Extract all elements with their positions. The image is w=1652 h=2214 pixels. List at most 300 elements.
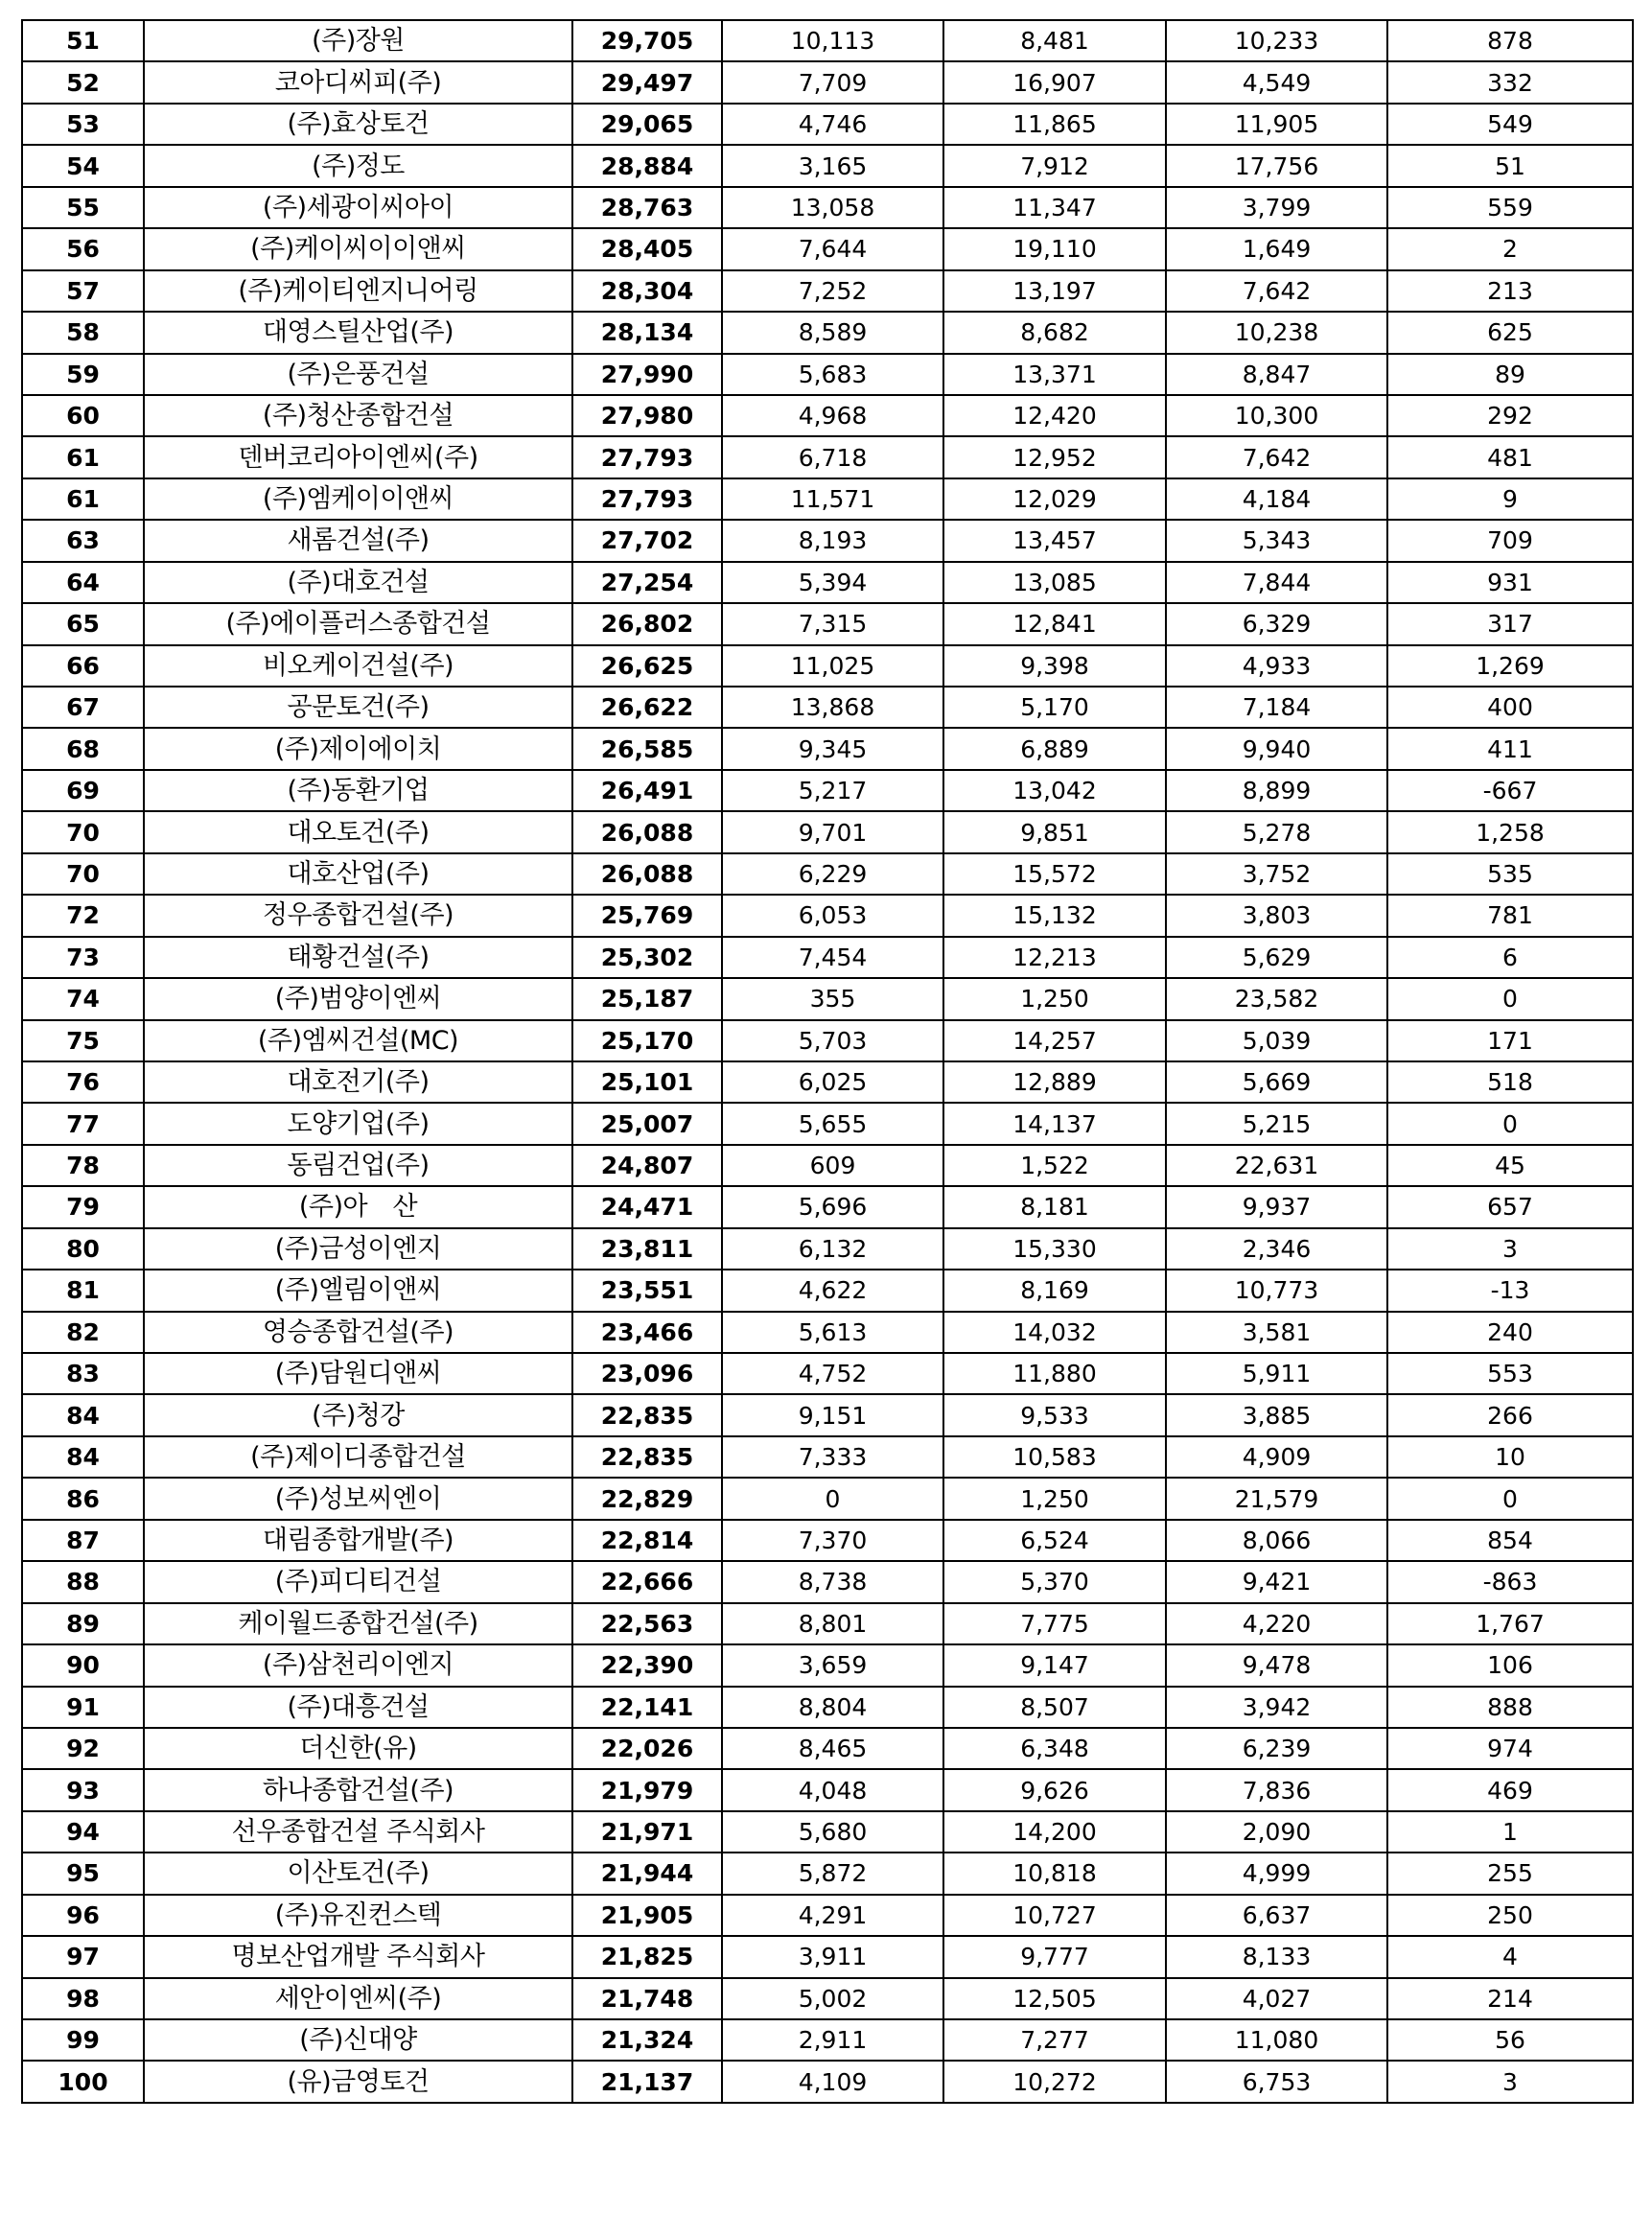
value-d-cell: 1 [1387,1811,1633,1853]
company-name-cell: (주)삼천리이엔지 [144,1644,572,1686]
value-a-cell: 7,315 [722,603,943,644]
rank-cell: 74 [22,978,144,1019]
value-c-cell: 4,220 [1166,1603,1387,1644]
value-b-cell: 12,029 [943,478,1166,520]
rank-cell: 82 [22,1312,144,1353]
value-d-cell: 1,269 [1387,645,1633,687]
total-cell: 21,748 [572,1978,722,2019]
value-a-cell: 11,025 [722,645,943,687]
company-name-cell: (주)담원디앤씨 [144,1353,572,1394]
company-name-cell: (주)대흥건설 [144,1687,572,1728]
company-name-cell: (주)에이플러스종합건설 [144,603,572,644]
value-b-cell: 9,777 [943,1936,1166,1977]
total-cell: 26,088 [572,853,722,895]
company-name-cell: (주)아 산 [144,1186,572,1227]
company-name-cell: 공문토건(주) [144,687,572,728]
table-row [22,1353,1633,1394]
rank-cell: 95 [22,1853,144,1894]
value-c-cell: 4,549 [1166,61,1387,103]
value-d-cell: 292 [1387,395,1633,436]
value-a-cell: 7,709 [722,61,943,103]
table-row [22,687,1633,728]
value-b-cell: 8,169 [943,1270,1166,1311]
rank-cell: 76 [22,1061,144,1103]
value-d-cell: 657 [1387,1186,1633,1227]
value-b-cell: 14,257 [943,1020,1166,1061]
value-a-cell: 5,217 [722,770,943,811]
total-cell: 21,971 [572,1811,722,1853]
value-c-cell: 5,039 [1166,1020,1387,1061]
table-row [22,1061,1633,1103]
value-d-cell: 9 [1387,478,1633,520]
value-c-cell: 3,581 [1166,1312,1387,1353]
rank-cell: 53 [22,104,144,145]
company-name-cell: (주)신대양 [144,2019,572,2061]
value-b-cell: 10,818 [943,1853,1166,1894]
value-b-cell: 19,110 [943,228,1166,269]
value-a-cell: 5,696 [722,1186,943,1227]
rank-cell: 66 [22,645,144,687]
value-a-cell: 4,752 [722,1353,943,1394]
value-a-cell: 13,058 [722,187,943,228]
rank-cell: 78 [22,1145,144,1186]
value-b-cell: 15,132 [943,895,1166,936]
table-row [22,1186,1633,1227]
value-c-cell: 3,885 [1166,1394,1387,1435]
table-row [22,104,1633,145]
total-cell: 27,793 [572,436,722,478]
rank-cell: 87 [22,1520,144,1561]
value-b-cell: 9,398 [943,645,1166,687]
value-c-cell: 8,899 [1166,770,1387,811]
total-cell: 23,551 [572,1270,722,1311]
table-row [22,562,1633,603]
value-d-cell: 45 [1387,1145,1633,1186]
rank-cell: 58 [22,312,144,353]
table-row [22,1103,1633,1144]
total-cell: 22,390 [572,1644,722,1686]
company-name-cell: 명보산업개발 주식회사 [144,1936,572,1977]
company-name-cell: 더신한(유) [144,1728,572,1769]
company-name-cell: (주)케이씨이이앤씨 [144,228,572,269]
value-c-cell: 7,844 [1166,562,1387,603]
company-name-cell: (주)성보씨엔이 [144,1478,572,1519]
value-d-cell: 3 [1387,2061,1633,2102]
rank-cell: 73 [22,937,144,978]
rank-cell: 68 [22,728,144,769]
value-c-cell: 22,631 [1166,1145,1387,1186]
value-b-cell: 13,457 [943,520,1166,561]
value-d-cell: 553 [1387,1353,1633,1394]
company-name-cell: (주)제이에이치 [144,728,572,769]
total-cell: 25,769 [572,895,722,936]
value-c-cell: 1,649 [1166,228,1387,269]
company-name-cell: 영승종합건설(주) [144,1312,572,1353]
value-d-cell: -863 [1387,1561,1633,1602]
table-row [22,1895,1633,1936]
value-b-cell: 6,348 [943,1728,1166,1769]
total-cell: 25,187 [572,978,722,1019]
rank-cell: 80 [22,1228,144,1270]
table-row [22,2019,1633,2061]
total-cell: 22,666 [572,1561,722,1602]
company-name-cell: 대호전기(주) [144,1061,572,1103]
rank-cell: 72 [22,895,144,936]
value-b-cell: 14,137 [943,1103,1166,1144]
value-b-cell: 9,533 [943,1394,1166,1435]
value-c-cell: 9,421 [1166,1561,1387,1602]
value-d-cell: 854 [1387,1520,1633,1561]
value-c-cell: 5,215 [1166,1103,1387,1144]
rank-cell: 86 [22,1478,144,1519]
rank-cell: 96 [22,1895,144,1936]
value-d-cell: 171 [1387,1020,1633,1061]
table-row [22,1603,1633,1644]
value-c-cell: 8,133 [1166,1936,1387,1977]
value-c-cell: 10,773 [1166,1270,1387,1311]
table-row [22,187,1633,228]
company-name-cell: 선우종합건설 주식회사 [144,1811,572,1853]
value-c-cell: 7,642 [1166,270,1387,312]
table-row [22,1811,1633,1853]
company-name-cell: (주)금성이엔지 [144,1228,572,1270]
rank-cell: 92 [22,1728,144,1769]
value-a-cell: 7,370 [722,1520,943,1561]
value-d-cell: 255 [1387,1853,1633,1894]
rank-cell: 69 [22,770,144,811]
total-cell: 21,944 [572,1853,722,1894]
value-c-cell: 10,233 [1166,20,1387,61]
company-name-cell: (주)은풍건설 [144,354,572,395]
table-row [22,1394,1633,1435]
total-cell: 27,793 [572,478,722,520]
total-cell: 21,825 [572,1936,722,1977]
total-cell: 26,622 [572,687,722,728]
value-b-cell: 1,250 [943,1478,1166,1519]
rank-cell: 79 [22,1186,144,1227]
value-a-cell: 5,002 [722,1978,943,2019]
value-d-cell: 481 [1387,436,1633,478]
value-a-cell: 11,571 [722,478,943,520]
value-a-cell: 5,703 [722,1020,943,1061]
total-cell: 22,141 [572,1687,722,1728]
table-row [22,395,1633,436]
rank-cell: 90 [22,1644,144,1686]
total-cell: 21,979 [572,1769,722,1810]
total-cell: 27,702 [572,520,722,561]
value-d-cell: 469 [1387,1769,1633,1810]
table-row [22,1978,1633,2019]
value-b-cell: 10,272 [943,2061,1166,2102]
value-d-cell: 317 [1387,603,1633,644]
rank-cell: 60 [22,395,144,436]
value-a-cell: 7,644 [722,228,943,269]
value-a-cell: 8,801 [722,1603,943,1644]
table-row [22,1228,1633,1270]
total-cell: 26,585 [572,728,722,769]
company-name-cell: (주)피디티건설 [144,1561,572,1602]
value-a-cell: 0 [722,1478,943,1519]
company-name-cell: (주)제이디종합건설 [144,1436,572,1478]
total-cell: 25,170 [572,1020,722,1061]
value-b-cell: 13,371 [943,354,1166,395]
value-b-cell: 12,841 [943,603,1166,644]
value-d-cell: 931 [1387,562,1633,603]
table-row [22,61,1633,103]
value-a-cell: 7,252 [722,270,943,312]
company-name-cell: 새롬건설(주) [144,520,572,561]
value-a-cell: 2,911 [722,2019,943,2061]
value-c-cell: 5,629 [1166,937,1387,978]
value-c-cell: 3,803 [1166,895,1387,936]
rank-cell: 67 [22,687,144,728]
total-cell: 28,304 [572,270,722,312]
rank-cell: 81 [22,1270,144,1311]
value-b-cell: 9,851 [943,811,1166,852]
rank-cell: 65 [22,603,144,644]
value-d-cell: 332 [1387,61,1633,103]
total-cell: 27,990 [572,354,722,395]
value-b-cell: 11,880 [943,1353,1166,1394]
value-a-cell: 8,465 [722,1728,943,1769]
value-b-cell: 6,889 [943,728,1166,769]
table-row [22,1520,1633,1561]
table-row [22,937,1633,978]
value-d-cell: 878 [1387,20,1633,61]
value-d-cell: 2 [1387,228,1633,269]
company-name-cell: 케이월드종합건설(주) [144,1603,572,1644]
table-row [22,895,1633,936]
table-row [22,145,1633,186]
table-row [22,436,1633,478]
value-c-cell: 2,346 [1166,1228,1387,1270]
total-cell: 28,763 [572,187,722,228]
company-name-cell: 동림건업(주) [144,1145,572,1186]
total-cell: 27,254 [572,562,722,603]
rank-cell: 52 [22,61,144,103]
value-a-cell: 5,872 [722,1853,943,1894]
value-a-cell: 355 [722,978,943,1019]
value-d-cell: 250 [1387,1895,1633,1936]
total-cell: 26,088 [572,811,722,852]
value-d-cell: 213 [1387,270,1633,312]
table-row [22,978,1633,1019]
table-row [22,811,1633,852]
value-d-cell: 51 [1387,145,1633,186]
value-c-cell: 6,239 [1166,1728,1387,1769]
table-row [22,270,1633,312]
value-d-cell: 518 [1387,1061,1633,1103]
value-b-cell: 8,682 [943,312,1166,353]
value-b-cell: 16,907 [943,61,1166,103]
company-name-cell: (주)유진컨스텍 [144,1895,572,1936]
total-cell: 21,905 [572,1895,722,1936]
total-cell: 26,491 [572,770,722,811]
total-cell: 22,814 [572,1520,722,1561]
company-name-cell: 정우종합건설(주) [144,895,572,936]
value-a-cell: 7,454 [722,937,943,978]
table-row [22,728,1633,769]
total-cell: 24,807 [572,1145,722,1186]
value-a-cell: 5,613 [722,1312,943,1353]
value-a-cell: 10,113 [722,20,943,61]
value-b-cell: 12,505 [943,1978,1166,2019]
company-name-cell: (주)효상토건 [144,104,572,145]
total-cell: 29,705 [572,20,722,61]
value-a-cell: 3,911 [722,1936,943,1977]
value-d-cell: 266 [1387,1394,1633,1435]
value-c-cell: 8,066 [1166,1520,1387,1561]
total-cell: 25,007 [572,1103,722,1144]
rank-cell: 99 [22,2019,144,2061]
value-b-cell: 1,522 [943,1145,1166,1186]
value-a-cell: 5,394 [722,562,943,603]
value-a-cell: 6,229 [722,853,943,895]
value-c-cell: 6,753 [1166,2061,1387,2102]
value-d-cell: 709 [1387,520,1633,561]
value-d-cell: -667 [1387,770,1633,811]
value-b-cell: 15,572 [943,853,1166,895]
value-c-cell: 4,909 [1166,1436,1387,1478]
value-a-cell: 3,659 [722,1644,943,1686]
value-b-cell: 10,583 [943,1436,1166,1478]
value-b-cell: 7,912 [943,145,1166,186]
value-d-cell: 10 [1387,1436,1633,1478]
value-d-cell: 0 [1387,1478,1633,1519]
value-a-cell: 8,193 [722,520,943,561]
value-c-cell: 9,478 [1166,1644,1387,1686]
total-cell: 28,134 [572,312,722,353]
total-cell: 29,065 [572,104,722,145]
value-b-cell: 13,042 [943,770,1166,811]
value-a-cell: 3,165 [722,145,943,186]
company-name-cell: (주)세광이씨아이 [144,187,572,228]
value-d-cell: 4 [1387,1936,1633,1977]
total-cell: 22,835 [572,1394,722,1435]
value-d-cell: 888 [1387,1687,1633,1728]
company-name-cell: 대림종합개발(주) [144,1520,572,1561]
company-name-cell: 태황건설(주) [144,937,572,978]
rank-cell: 93 [22,1769,144,1810]
rank-cell: 61 [22,436,144,478]
value-a-cell: 4,109 [722,2061,943,2102]
total-cell: 28,405 [572,228,722,269]
total-cell: 25,101 [572,1061,722,1103]
rank-cell: 75 [22,1020,144,1061]
value-a-cell: 4,968 [722,395,943,436]
value-c-cell: 2,090 [1166,1811,1387,1853]
table-row [22,228,1633,269]
company-name-cell: 대호산업(주) [144,853,572,895]
value-d-cell: 214 [1387,1978,1633,2019]
rank-cell: 84 [22,1436,144,1478]
table-row [22,1936,1633,1977]
table-row [22,1728,1633,1769]
rank-cell: 70 [22,811,144,852]
value-b-cell: 1,250 [943,978,1166,1019]
total-cell: 22,026 [572,1728,722,1769]
value-c-cell: 6,329 [1166,603,1387,644]
rank-cell: 56 [22,228,144,269]
value-b-cell: 14,200 [943,1811,1166,1853]
value-c-cell: 8,847 [1166,354,1387,395]
value-d-cell: 400 [1387,687,1633,728]
rank-cell: 97 [22,1936,144,1977]
table-row [22,770,1633,811]
company-name-cell: 코아디씨피(주) [144,61,572,103]
company-name-cell: (주)엘림이앤씨 [144,1270,572,1311]
value-b-cell: 7,775 [943,1603,1166,1644]
company-name-cell: (주)청강 [144,1394,572,1435]
value-b-cell: 9,626 [943,1769,1166,1810]
value-b-cell: 8,481 [943,20,1166,61]
table-row [22,1020,1633,1061]
total-cell: 28,884 [572,145,722,186]
company-name-cell: (주)정도 [144,145,572,186]
value-b-cell: 10,727 [943,1895,1166,1936]
value-c-cell: 7,184 [1166,687,1387,728]
table-row [22,478,1633,520]
company-name-cell: (주)범양이엔씨 [144,978,572,1019]
value-b-cell: 12,420 [943,395,1166,436]
value-a-cell: 5,683 [722,354,943,395]
value-a-cell: 4,048 [722,1769,943,1810]
value-c-cell: 3,942 [1166,1687,1387,1728]
rank-cell: 91 [22,1687,144,1728]
value-d-cell: 781 [1387,895,1633,936]
value-d-cell: 625 [1387,312,1633,353]
company-name-cell: (주)대호건설 [144,562,572,603]
rank-cell: 84 [22,1394,144,1435]
table-row [22,645,1633,687]
value-b-cell: 13,197 [943,270,1166,312]
rank-cell: 94 [22,1811,144,1853]
value-a-cell: 7,333 [722,1436,943,1478]
rank-cell: 98 [22,1978,144,2019]
company-name-cell: (주)케이티엔지니어링 [144,270,572,312]
value-b-cell: 12,213 [943,937,1166,978]
value-c-cell: 5,669 [1166,1061,1387,1103]
value-c-cell: 4,184 [1166,478,1387,520]
rank-cell: 83 [22,1353,144,1394]
value-c-cell: 3,799 [1166,187,1387,228]
value-b-cell: 11,347 [943,187,1166,228]
value-b-cell: 13,085 [943,562,1166,603]
total-cell: 22,829 [572,1478,722,1519]
table-row [22,1687,1633,1728]
value-a-cell: 5,680 [722,1811,943,1853]
total-cell: 26,802 [572,603,722,644]
value-d-cell: 0 [1387,978,1633,1019]
company-name-cell: 이산토건(주) [144,1853,572,1894]
company-name-cell: 대오토건(주) [144,811,572,852]
table-row [22,1644,1633,1686]
company-name-cell: 대영스틸산업(주) [144,312,572,353]
value-c-cell: 4,933 [1166,645,1387,687]
value-a-cell: 4,622 [722,1270,943,1311]
value-c-cell: 4,027 [1166,1978,1387,2019]
value-d-cell: 1,767 [1387,1603,1633,1644]
value-a-cell: 9,151 [722,1394,943,1435]
rank-cell: 89 [22,1603,144,1644]
value-a-cell: 6,053 [722,895,943,936]
value-b-cell: 7,277 [943,2019,1166,2061]
total-cell: 22,835 [572,1436,722,1478]
value-c-cell: 10,300 [1166,395,1387,436]
value-b-cell: 8,507 [943,1687,1166,1728]
value-b-cell: 5,170 [943,687,1166,728]
value-c-cell: 10,238 [1166,312,1387,353]
